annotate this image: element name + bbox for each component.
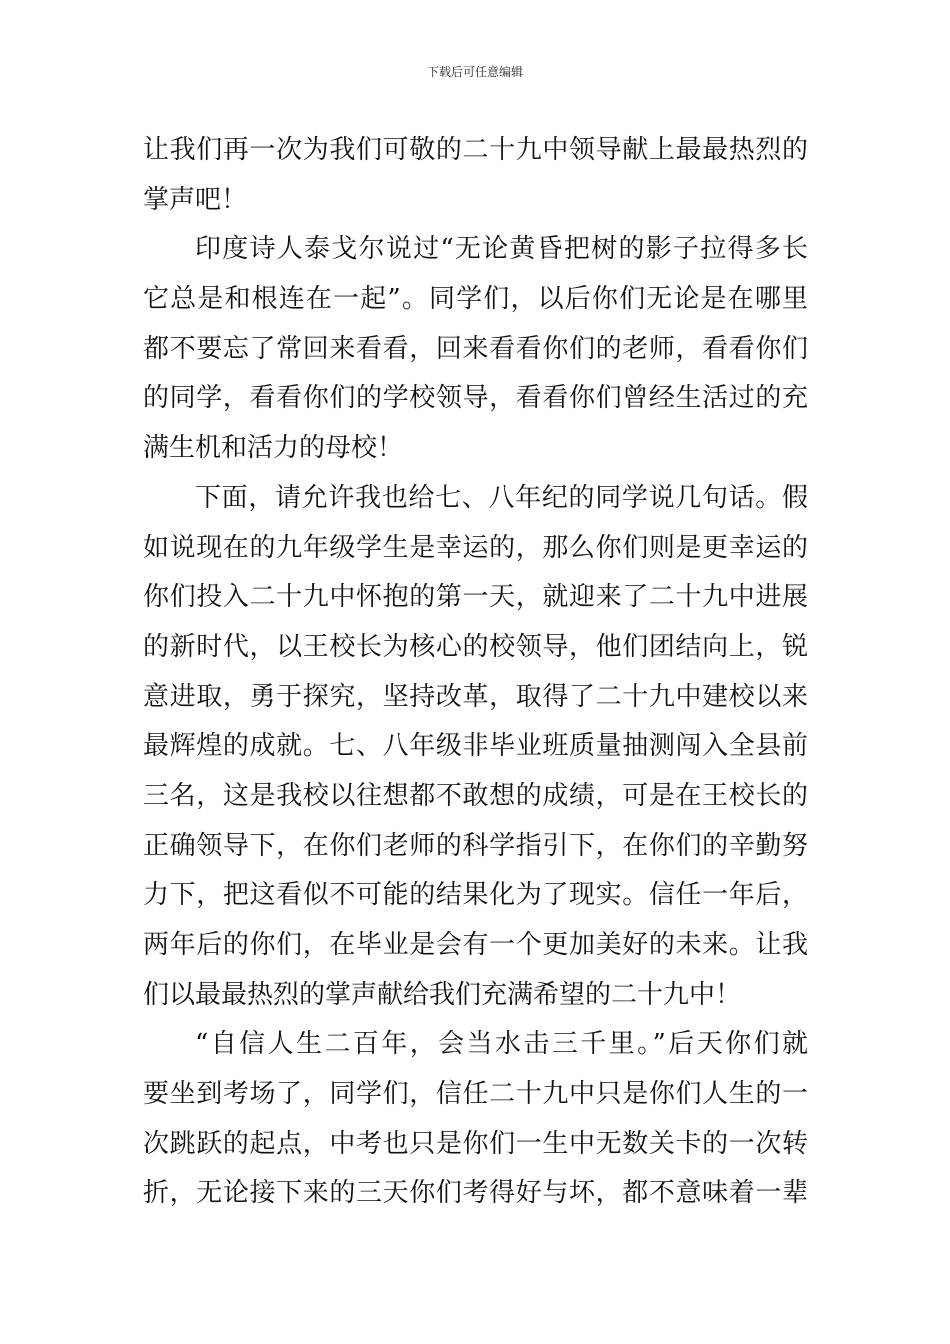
text-line: 力下，把这看似不可能的结果化为了现实。信任一年后， bbox=[143, 880, 808, 911]
text-line: 满生机和活力的母校！ bbox=[143, 433, 404, 464]
text-line: 印度诗人泰戈尔说过“无论黄昏把树的影子拉得多长 bbox=[195, 234, 808, 265]
text-line: 们以最最热烈的掌声献给我们充满希望的二十九中！ bbox=[143, 979, 742, 1010]
text-line: 正确领导下，在你们老师的科学指引下，在你们的辛勤努 bbox=[143, 830, 808, 861]
text-line: 掌声吧！ bbox=[143, 184, 248, 215]
document-body bbox=[143, 126, 808, 1219]
text-line: 下面，请允许我也给七、八年纪的同学说几句话。假 bbox=[195, 482, 808, 513]
text-line: 都不要忘了常回来看看，回来看看你们的老师，看看你们 bbox=[143, 333, 808, 364]
text-line: 你们投入二十九中怀抱的第一天，就迎来了二十九中进展 bbox=[143, 582, 808, 613]
text-line: 如说现在的九年级学生是幸运的，那么你们则是更幸运的 bbox=[143, 532, 808, 563]
text-line: 它总是和根连在一起”。同学们，以后你们无论是在哪里 bbox=[143, 284, 808, 315]
text-line: 的新时代，以王校长为核心的校领导，他们团结向上，锐 bbox=[143, 631, 808, 662]
page-header: 下载后可任意编辑 bbox=[426, 65, 523, 79]
text-line: 三名，这是我校以往想都不敢想的成绩，可是在王校长的 bbox=[143, 780, 808, 811]
text-line: 意进取，勇于探究，坚持改革，取得了二十九中建校以来 bbox=[143, 681, 808, 712]
text-line: 让我们再一次为我们可敬的二十九中领导献上最最热烈的 bbox=[143, 135, 808, 165]
text-line: 两年后的你们，在毕业是会有一个更加美好的未来。让我 bbox=[143, 930, 808, 960]
text-line: 折，无论接下来的三天你们考得好与坏，都不意味着一辈 bbox=[143, 1178, 808, 1209]
text-line: 的同学，看看你们的学校领导，看看你们曾经生活过的充 bbox=[143, 383, 808, 414]
text-line: 要坐到考场了，同学们，信任二十九中只是你们人生的一 bbox=[143, 1079, 808, 1110]
text-line: 次跳跃的起点，中考也只是你们一生中无数关卡的一次转 bbox=[143, 1128, 808, 1159]
text-line: 最辉煌的成就。七、八年级非毕业班质量抽测闯入全县前 bbox=[143, 731, 808, 762]
text-line: “自信人生二百年，会当水击三千里。”后天你们就 bbox=[195, 1029, 808, 1060]
